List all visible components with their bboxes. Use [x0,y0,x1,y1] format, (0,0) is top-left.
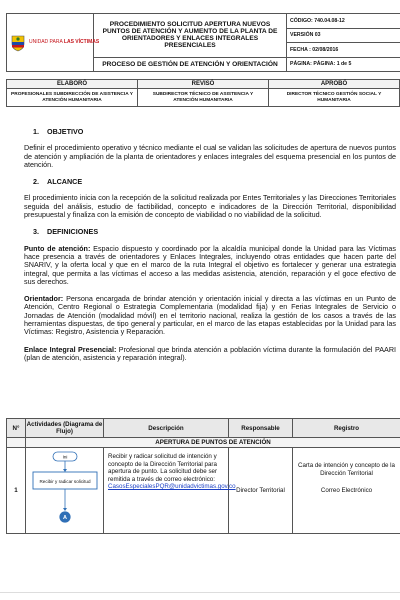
activities-table [6,418,400,534]
section-heading-objetivo: 1. OBJETIVO [33,127,84,136]
process-name: PROCESO DE GESTIÓN DE ATENCIÓN Y ORIENTACIÓN [94,57,287,72]
email-link[interactable]: CasosEspecialesPQR@unidadvictimas.gov.co [108,483,236,491]
aprobo-header: APROBÓ [269,80,400,89]
definition-orientador: Orientador: Persona encargada de brindar atención y orientación inicial y directa a las víctimas en un Punto de Atención, Centro Regional o Estrategia Complementaria (modalidad fija) y en Ferias Integrales de Servicio o Jornadas de Atención (modalidad móvil) en el territorio nacional, realiza la gestión de los casos a través de las herramientas dispuestas, de tipo general y particular, en el marco de las etapas establecidas por la Unidad para las Víctimas: Registro, Asistencia y Reparación. [24,294,396,337]
page-edge [0,592,400,593]
reviso-value: SUBDIRECTOR TÉCNICO DE ASISTENCIA Y ATENCIÓN HUMANITARIA [138,89,269,107]
document-body [24,128,396,371]
reviso-header: REVISÓ [138,80,269,89]
document-title: PROCEDIMIENTO SOLICITUD APERTURA NUEVOS PUNTOS DE ATENCIÓN Y AUMENTO DE LA PLANTA DE ORIENTADORES Y ENLACES INTEGRALES PRESENCIALES [94,14,287,58]
page-number: PÁGINA: PÁGINA: 1 de 5 [287,57,400,72]
flow-connector-label: A [63,515,67,521]
definition-enlace-integral: Enlace Integral Presencial: Profesional que brinda atención a población víctima durante la formulación del PAARI (plan de atención, asistencia y reparación integral). [24,344,397,362]
col-header-activities: Actividades (Diagrama de Flujo) [26,419,104,438]
document-version: VERSIÓN 03 [287,28,400,43]
row-number: 1 [7,448,26,534]
col-header-record: Registro [293,419,400,438]
col-header-responsible: Responsable [229,419,293,438]
section-heading-alcance: 2. ALCANCE [33,177,83,187]
col-header-description: Descripción [104,419,229,438]
flowchart-cell [26,448,104,534]
aprobo-value: DIRECTOR TÉCNICO GESTIÓN SOCIAL Y HUMANITARIA [269,89,400,107]
alcance-text: El procedimiento inicia con la recepción de la solicitud realizada por Entes Territoriales y las Direcciones Territoriales seguida del análisis, estudio de factibilidad, concepto e indicadores de la Dirección Territorial, disponibilidad presupuestal y finaliza con la emisión de concepto de viabilidad o no viabilidad de la solicitud. [24,193,396,220]
logo-cell [7,14,100,72]
activity-description: Recibir y radicar solicitud de intención y concepto de la Dirección Territorial para apertura de punto. La solicitud debe ser remitida a través de correo electrónico: CasosEspecialesPQR@unidadvictimas.gov.co [104,448,229,534]
elaboro-header: ELABORÓ [7,80,138,89]
document-date: FECHA : 02/08/2016 [287,43,400,58]
section-heading-definiciones: 3. DEFINICIONES [33,227,99,237]
activity-responsible: Director Territorial [229,448,293,534]
definition-punto-de-atencion: Punto de atención: Espacio dispuesto y coordinado por la alcaldía municipal donde la Unidad para las Víctimas hace presencia a través de orientadores y Enlaces Integrales, incluyendo otras entidades que hacen parte del SNARIV, y la oferta local y que en el marco de la ruta Integral el objetivo es fortalecer y generar una estrategia integral, que permita a las víctimas el acceso a las medidas asistencia, atención, reparación y el goce efectivo de sus derechos. [24,243,396,286]
flowchart-diagram [26,448,104,534]
document-code: CÓDIGO: 740.04.08-12 [287,14,400,29]
unidad-victimas-logo [10,34,100,52]
section-row-title: APERTURA DE PUNTOS DE ATENCIÓN [26,438,400,448]
flow-start-label: Ini [62,454,68,460]
flow-activity-label: Recibir y radicar solicitud [39,478,91,484]
colombia-seal-icon [10,34,26,52]
approval-table [6,79,400,107]
objetivo-text: Definir el procedimiento operativo y técnico mediante el cual se validan las solicitudes de apertura de nuevos puntos de atención y ampliación de la planta de orientadores y enlaces integrales del esquema presencial en los puntos de atención. [24,143,396,169]
table-row [7,448,400,534]
col-header-number: N° [7,419,26,438]
logo-text: UNIDAD PARA LAS VÍCTIMAS [29,39,100,45]
elaboro-value: PROFESIONALES SUBDIRECCIÓN DE ASISTENCIA Y ATENCIÓN HUMANITARIA [7,89,138,107]
activity-record: Carta de intención y concepto de la Dirección Territorial Correo Electrónico [293,448,400,534]
document-header [6,13,400,72]
